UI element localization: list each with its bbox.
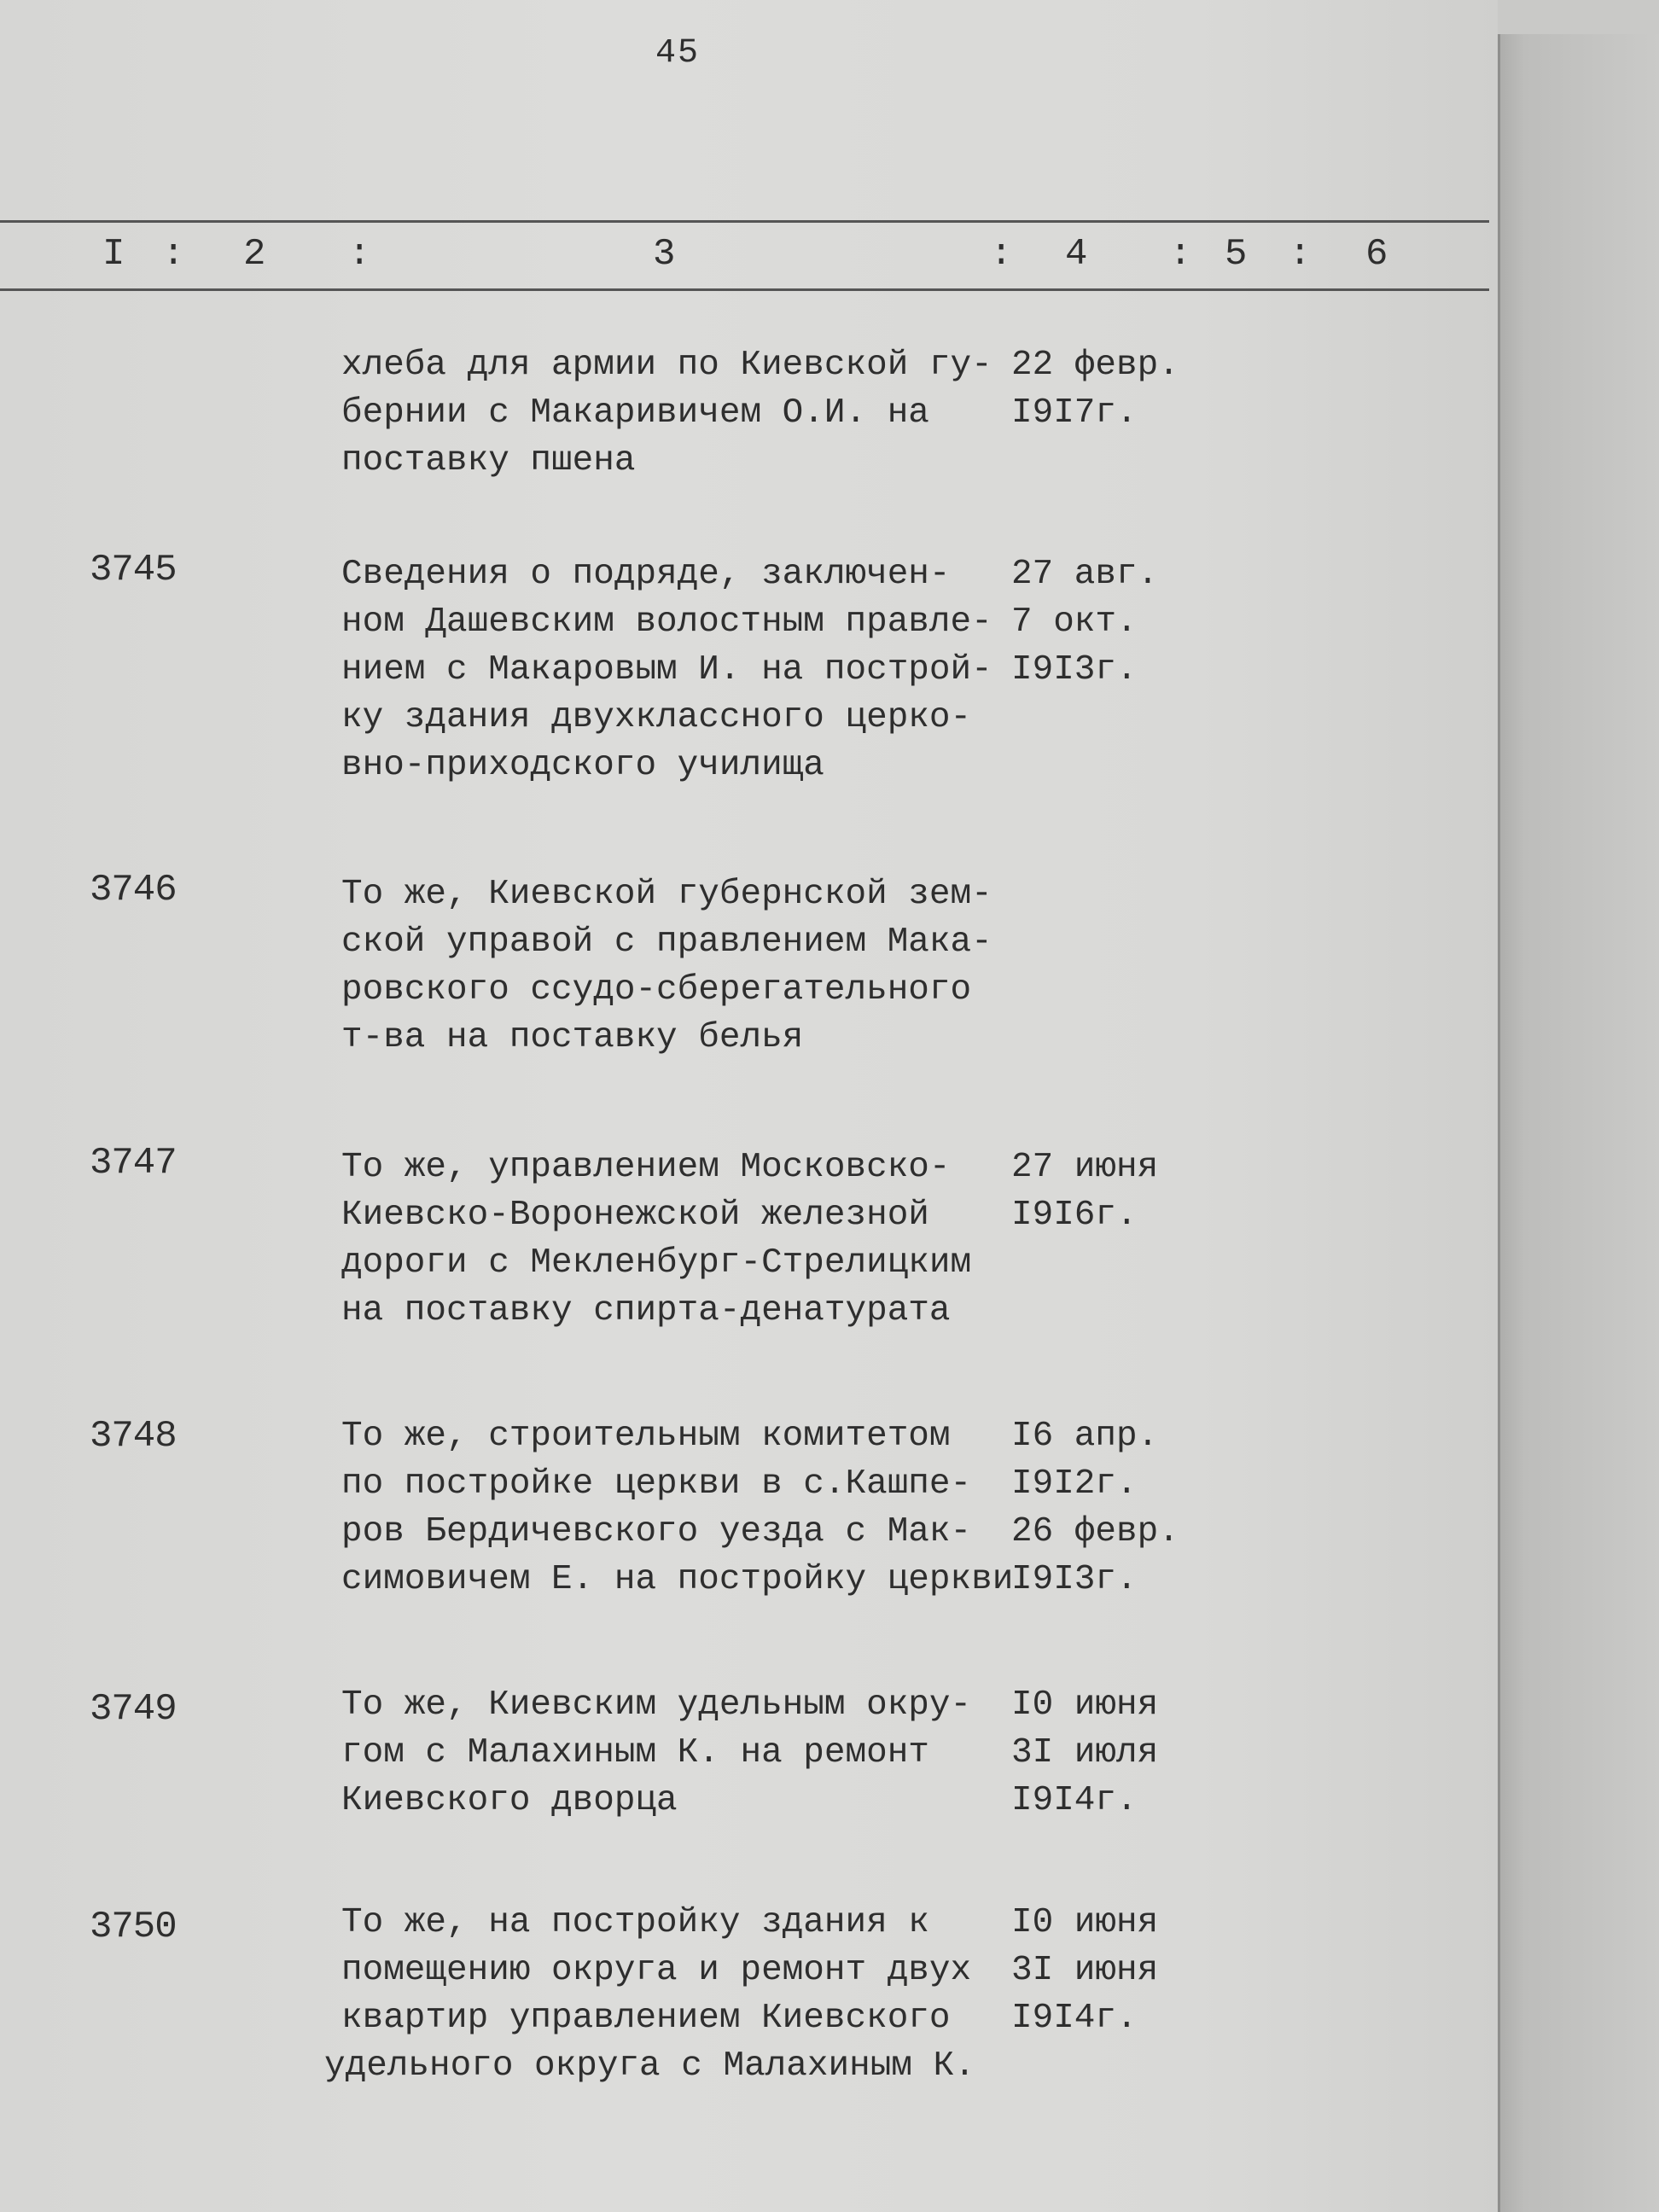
- col-head-6: 6: [1365, 233, 1388, 276]
- header-rule-bottom: [0, 288, 1489, 291]
- text-line: вно-приходского училища: [341, 746, 824, 785]
- col-head-1: I: [102, 233, 125, 276]
- col-head-5: 5: [1225, 233, 1248, 276]
- text-line: удельного округа с Малахиным К.: [324, 2046, 975, 2086]
- entry-date: [1011, 1412, 1216, 1604]
- date-line: I9I3г.: [1011, 650, 1138, 690]
- entry-number: 3749: [90, 1688, 177, 1731]
- page-number: 45: [655, 34, 701, 73]
- header-rule-top: [0, 220, 1489, 223]
- text-line: на поставку спирта-денатурата: [341, 1291, 951, 1330]
- col-head-sep-1: :: [162, 233, 185, 276]
- date-line: I9I4г.: [1011, 1999, 1138, 2038]
- date-line: 27 авг.: [1011, 555, 1159, 594]
- col-head-2: 2: [243, 233, 266, 276]
- text-line: хлеба для армии по Киевской гу-: [341, 346, 992, 385]
- date-line: I9I7г.: [1011, 393, 1138, 433]
- col-head-sep-5: :: [1289, 233, 1312, 276]
- text-line: гом с Малахиным К. на ремонт: [341, 1733, 929, 1773]
- col-head-sep-4: :: [1169, 233, 1192, 276]
- text-line: помещению округа и ремонт двух: [341, 1951, 972, 1990]
- entry-description: [341, 1144, 1024, 1335]
- entry-date: [1011, 341, 1216, 437]
- col-head-sep-3: :: [990, 233, 1013, 276]
- date-line: I0 июня: [1011, 1685, 1159, 1725]
- date-line: 3I июня: [1011, 1951, 1159, 1990]
- text-line: ской управой с правлением Мака-: [341, 923, 992, 962]
- entry-description: [341, 870, 1024, 1062]
- entry-number: 3748: [90, 1415, 177, 1458]
- entry-description: [324, 1899, 1024, 2090]
- entry-description: [341, 1681, 1024, 1825]
- col-head-4: 4: [1065, 233, 1088, 276]
- text-line: Киевско-Воронежской железной: [341, 1196, 929, 1235]
- date-line: I9I3г.: [1011, 1560, 1138, 1599]
- text-line: ном Дашевским волостным правле-: [341, 602, 992, 642]
- entry-description: [341, 1412, 1024, 1604]
- entry-description: [341, 550, 1024, 789]
- entry-number: 3745: [90, 549, 177, 591]
- entry-number: 3746: [90, 869, 177, 911]
- text-line: ров Бердичевского уезда с Мак-: [341, 1512, 972, 1551]
- text-line: квартир управлением Киевского: [341, 1999, 951, 2038]
- text-line: т-ва на поставку белья: [341, 1018, 804, 1057]
- date-line: 27 июня: [1011, 1148, 1159, 1187]
- entry-date: [1011, 1144, 1216, 1239]
- text-line: дороги с Мекленбург-Стрелицким: [341, 1243, 972, 1283]
- entry-date: [1011, 1681, 1216, 1825]
- entry-number: 3750: [90, 1906, 177, 1948]
- text-line: То же, на постройку здания к: [341, 1903, 929, 1942]
- text-line: бернии с Макаривичем О.И. на: [341, 393, 929, 433]
- text-line: симовичем Е. на постройку церкви: [341, 1560, 1014, 1599]
- date-line: 22 февр.: [1011, 346, 1179, 385]
- date-line: I9I2г.: [1011, 1464, 1138, 1504]
- text-line: То же, управлением Московско-: [341, 1148, 951, 1187]
- text-line: Сведения о подряде, заключен-: [341, 555, 951, 594]
- text-line: Киевского дворца: [341, 1781, 678, 1820]
- text-line: То же, Киевской губернской зем-: [341, 875, 992, 914]
- col-head-3: 3: [653, 233, 676, 276]
- date-line: I9I6г.: [1011, 1196, 1138, 1235]
- entry-date: [1011, 1899, 1216, 2042]
- text-line: нием с Макаровым И. на построй-: [341, 650, 992, 690]
- date-line: I6 апр.: [1011, 1417, 1159, 1456]
- date-line: I9I4г.: [1011, 1781, 1138, 1820]
- date-line: 3I июля: [1011, 1733, 1159, 1773]
- entry-date: [1011, 550, 1216, 694]
- text-line: по постройке церкви в с.Кашпе-: [341, 1464, 972, 1504]
- date-line: 26 февр.: [1011, 1512, 1179, 1551]
- text-line: ровского ссудо-сберегательного: [341, 970, 972, 1010]
- text-line: То же, Киевским удельным окру-: [341, 1685, 972, 1725]
- date-line: I0 июня: [1011, 1903, 1159, 1942]
- text-line: То же, строительным комитетом: [341, 1417, 951, 1456]
- text-line: ку здания двухклассного церко-: [341, 698, 972, 737]
- text-line: поставку пшена: [341, 441, 636, 480]
- date-line: 7 окт.: [1011, 602, 1138, 642]
- entry-number: 3747: [90, 1142, 177, 1185]
- entry-description: [341, 341, 1024, 485]
- page-edge-shadow: [1498, 34, 1659, 2212]
- col-head-sep-2: :: [348, 233, 371, 276]
